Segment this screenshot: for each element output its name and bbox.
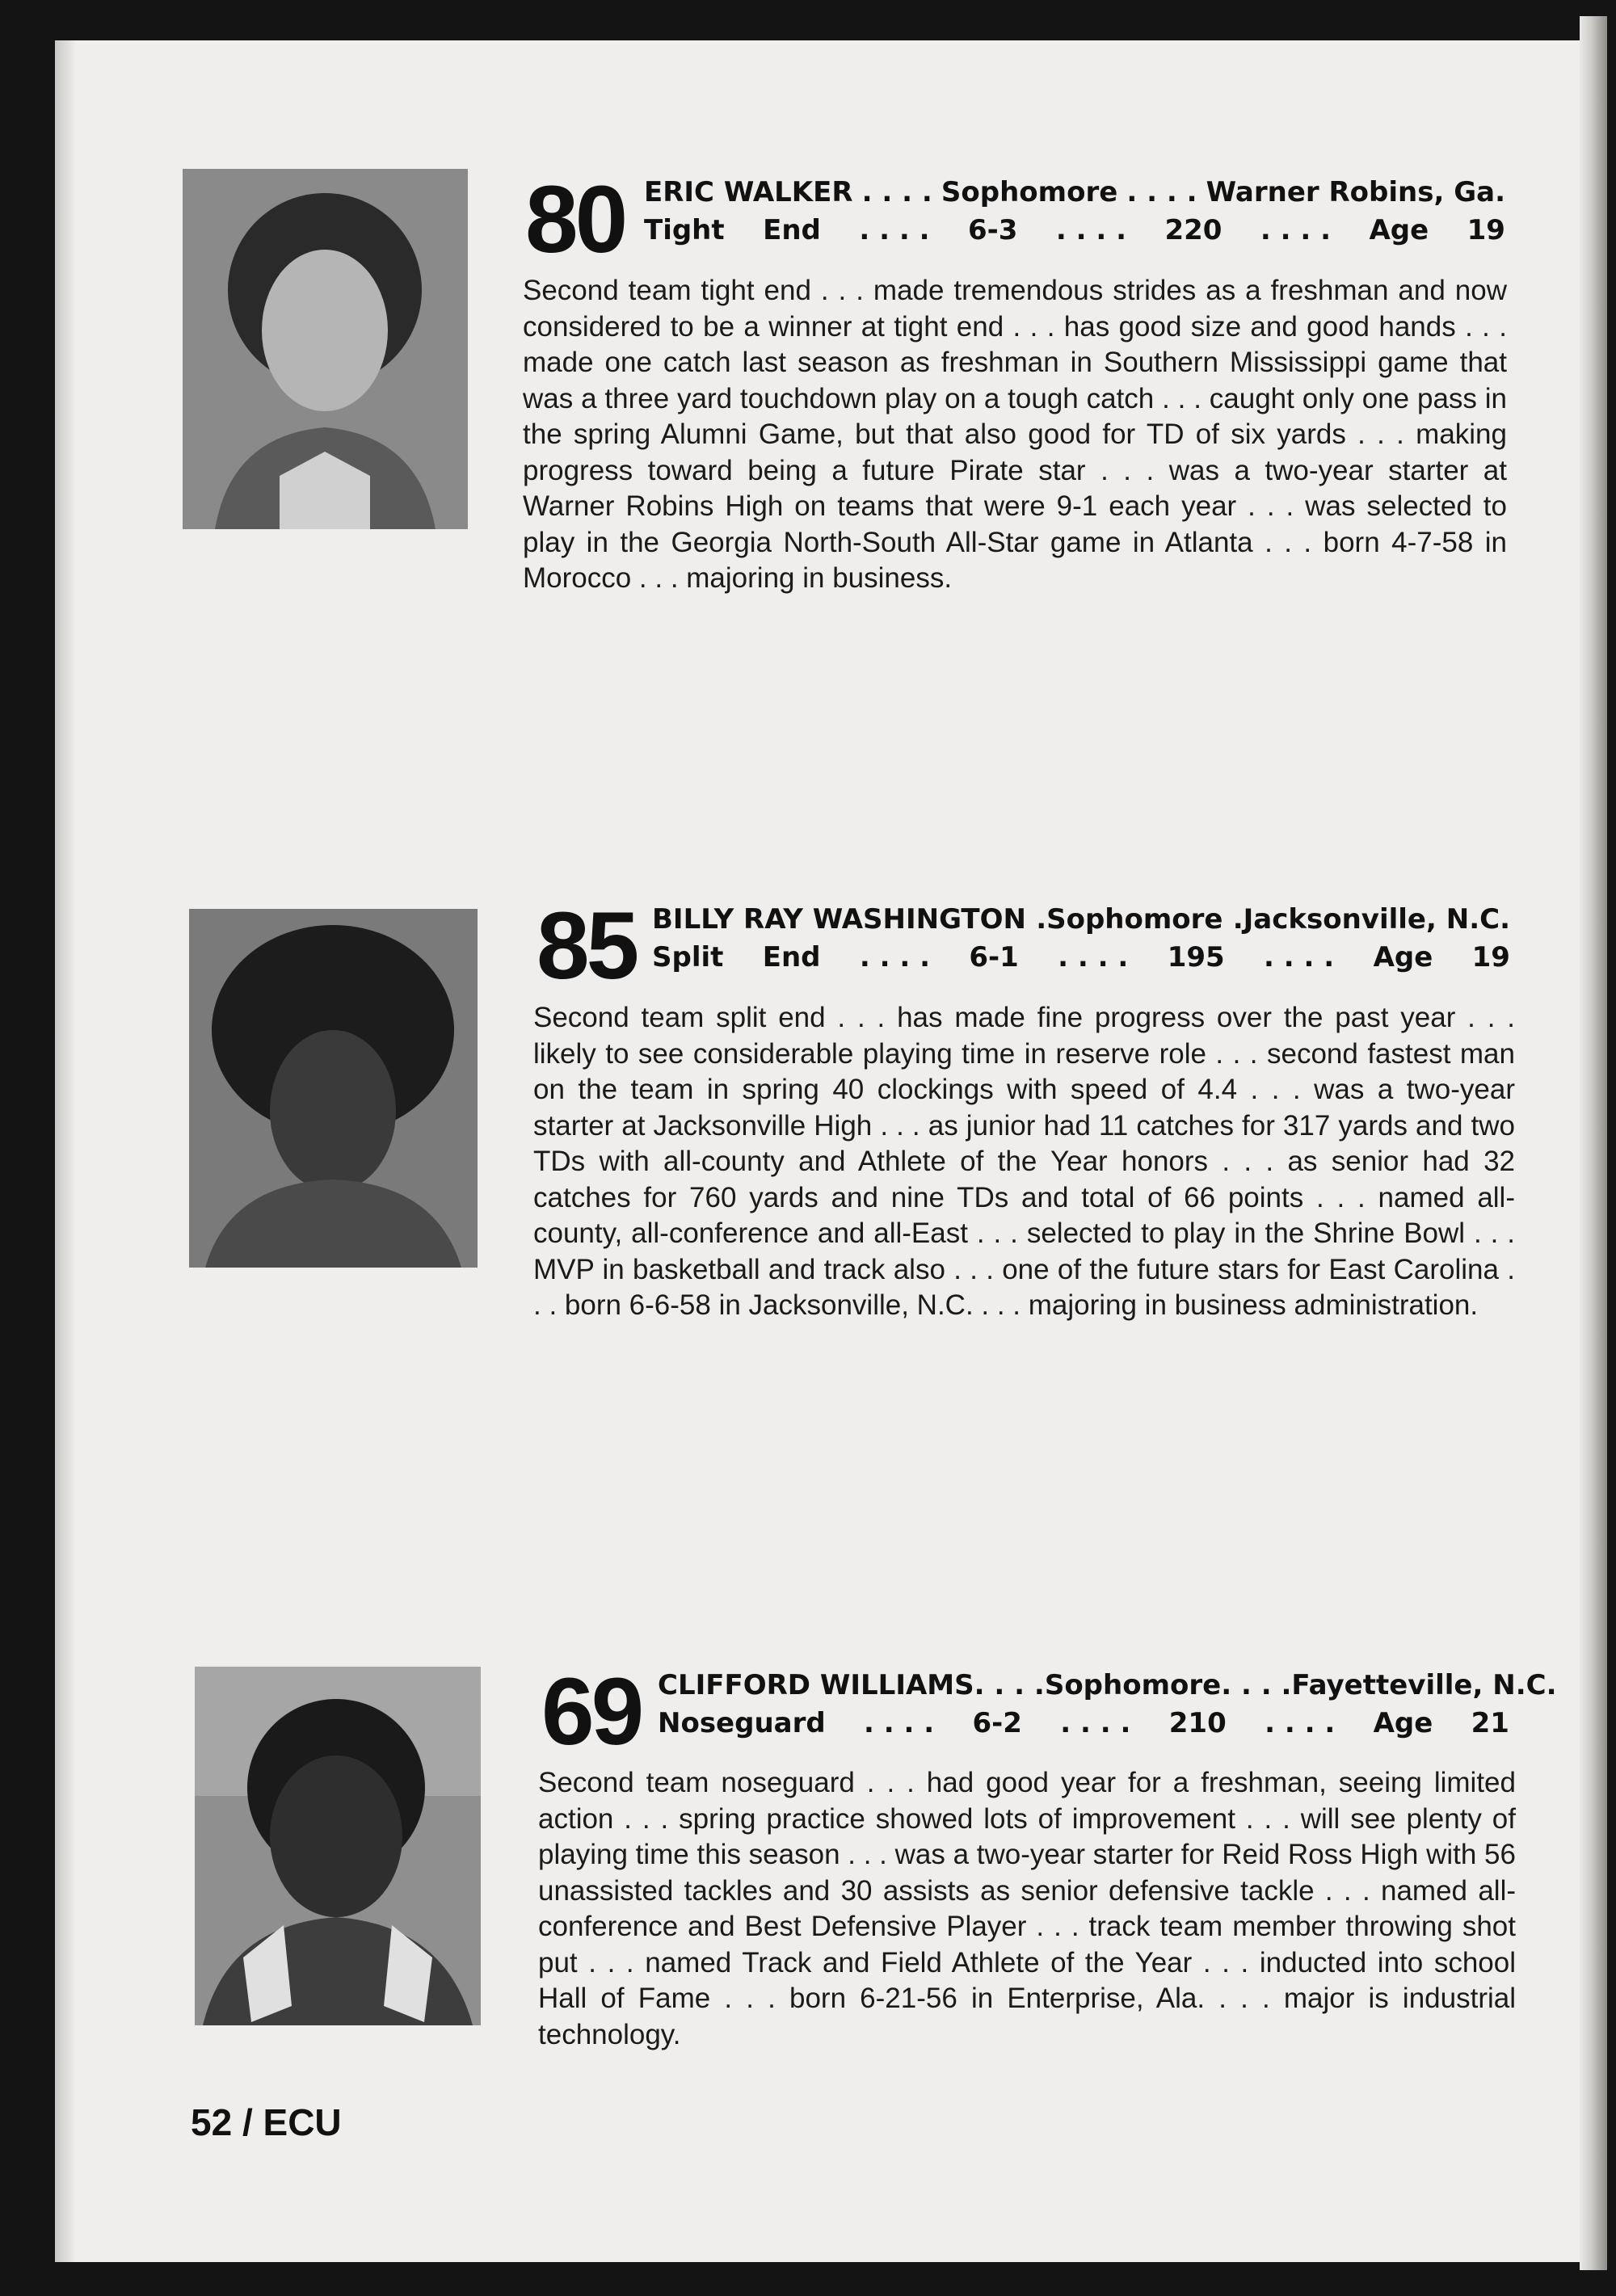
position-word: Tight [644,214,725,246]
separator: . . . . [1060,1707,1131,1739]
player-class: Sophomore [941,176,1118,208]
position-word: Split [652,941,724,973]
separator: . . . . [1058,941,1129,973]
player-name-line [652,903,1510,936]
player-bio: Second team tight end . . . made tremendous strides as a freshman and now considered to be a winner at tight end . . . has good size and good hands . . . made one catch last season as freshman in Southern Mississippi game that was a three yard touchdown play on a tough catch . . . caught only one pass in the spring Alumni Game, but that also good for TD of six yards . . . making progress toward being a future Pirate star . . . was a two-year starter at Warner Robins High on teams that were 9-1 each year . . . was selected to play in the Georgia North-South All-Star game in Atlanta . . . born 4-7-58 in Morocco . . . majoring in business. [523,275,1507,594]
player-name-line [644,176,1505,208]
player-bio: Second team noseguard . . . had good year for a freshman, seeing limited action . . . spring practice showed lots of improvement . . . will see plenty of playing time this season . . . was a two-year starter for Reid Ross High with 56 unassisted tackles and 30 assists as senior defensive tackle . . . named all-conference and Best Defensive Player . . . track team member throwing shot put . . . named Track and Field Athlete of the Year . . . inducted into school Hall of Fame . . . born 6-21-56 in Enterprise, Ala. . . . major is industrial technology. [538,1767,1516,2050]
player-hometown: Warner Robins, Ga. [1206,176,1505,208]
player-bio: Second team split end . . . has made fine progress over the past year . . . likely to see considerable playing time in reserve role . . . second fastest man on the team in spring 40 clockings with speed of 4.4 . . . was a two-year starter at Jacksonville High . . . as junior had 11 catches for 317 yards and two TDs with all-county and Athlete of the Year honors . . . as senior had 32 catches for 760 yards and nine TDs and total of 66 points . . . named all-county, all-conference and all-East . . . selected to play in the Shrine Bowl . . . MVP in basketball and track also . . . one of the future stars for East Carolina . . . born 6-6-58 in Jacksonville, N.C. . . . majoring in business administration. [533,1002,1515,1321]
separator: . . . . [1126,176,1197,208]
player-weight: 195 [1167,941,1225,973]
age-label: Age [1373,941,1433,973]
player-position: Noseguard [658,1707,826,1739]
separator: . . . . [1265,1707,1336,1739]
player-height: 6-3 [967,214,1018,246]
player-class: .Sophomore [1036,903,1223,936]
jersey-number: 85 [537,893,637,999]
player-weight: 210 [1168,1707,1227,1739]
separator: . . . . [861,176,932,208]
player-name-line [658,1669,1557,1701]
jersey-number: 69 [541,1659,642,1765]
age-label: Age [1373,1707,1433,1739]
portrait-placeholder-icon [189,909,478,1268]
jersey-number: 80 [525,166,625,273]
player-hometown: Fayetteville, N.C. [1291,1669,1557,1701]
player-name: BILLY RAY WASHINGTON [652,903,1026,936]
player-photo-billy-ray-washington [189,909,478,1268]
separator: . . . . [1221,1669,1292,1701]
player-height: 6-2 [972,1707,1022,1739]
player-class: Sophomore [1044,1669,1222,1701]
player-photo-clifford-williams [195,1667,481,2025]
separator: . . . . [1264,941,1335,973]
page-gutter-shadow [55,40,76,2262]
separator: . . . . [1055,214,1126,246]
player-age: 19 [1467,214,1505,246]
portrait-placeholder-icon [195,1667,481,2025]
page-number-footer: 52 / ECU [191,2101,342,2143]
separator: . . . . [974,1669,1045,1701]
player-stats-line [658,1709,1509,1737]
position-word: End [762,941,821,973]
separator: . . . . [859,941,931,973]
player-height: 6-1 [969,941,1019,973]
age-label: Age [1369,214,1429,246]
player-stats-line [652,941,1510,973]
separator: . . . . [859,214,930,246]
stacked-page-edges [1580,16,1607,2270]
player-name: CLIFFORD WILLIAMS [658,1669,974,1701]
portrait-placeholder-icon [183,169,468,529]
player-photo-eric-walker [183,169,468,529]
player-name: ERIC WALKER [644,176,853,208]
separator: . . . . [1260,214,1332,246]
player-stats-line [644,214,1505,246]
player-age: 19 [1471,941,1510,973]
player-hometown: .Jacksonville, N.C. [1232,903,1510,936]
separator: . . . . [864,1707,935,1739]
book-page [55,40,1594,2262]
position-word: End [763,214,821,246]
player-weight: 220 [1164,214,1223,246]
player-age: 21 [1471,1707,1509,1739]
